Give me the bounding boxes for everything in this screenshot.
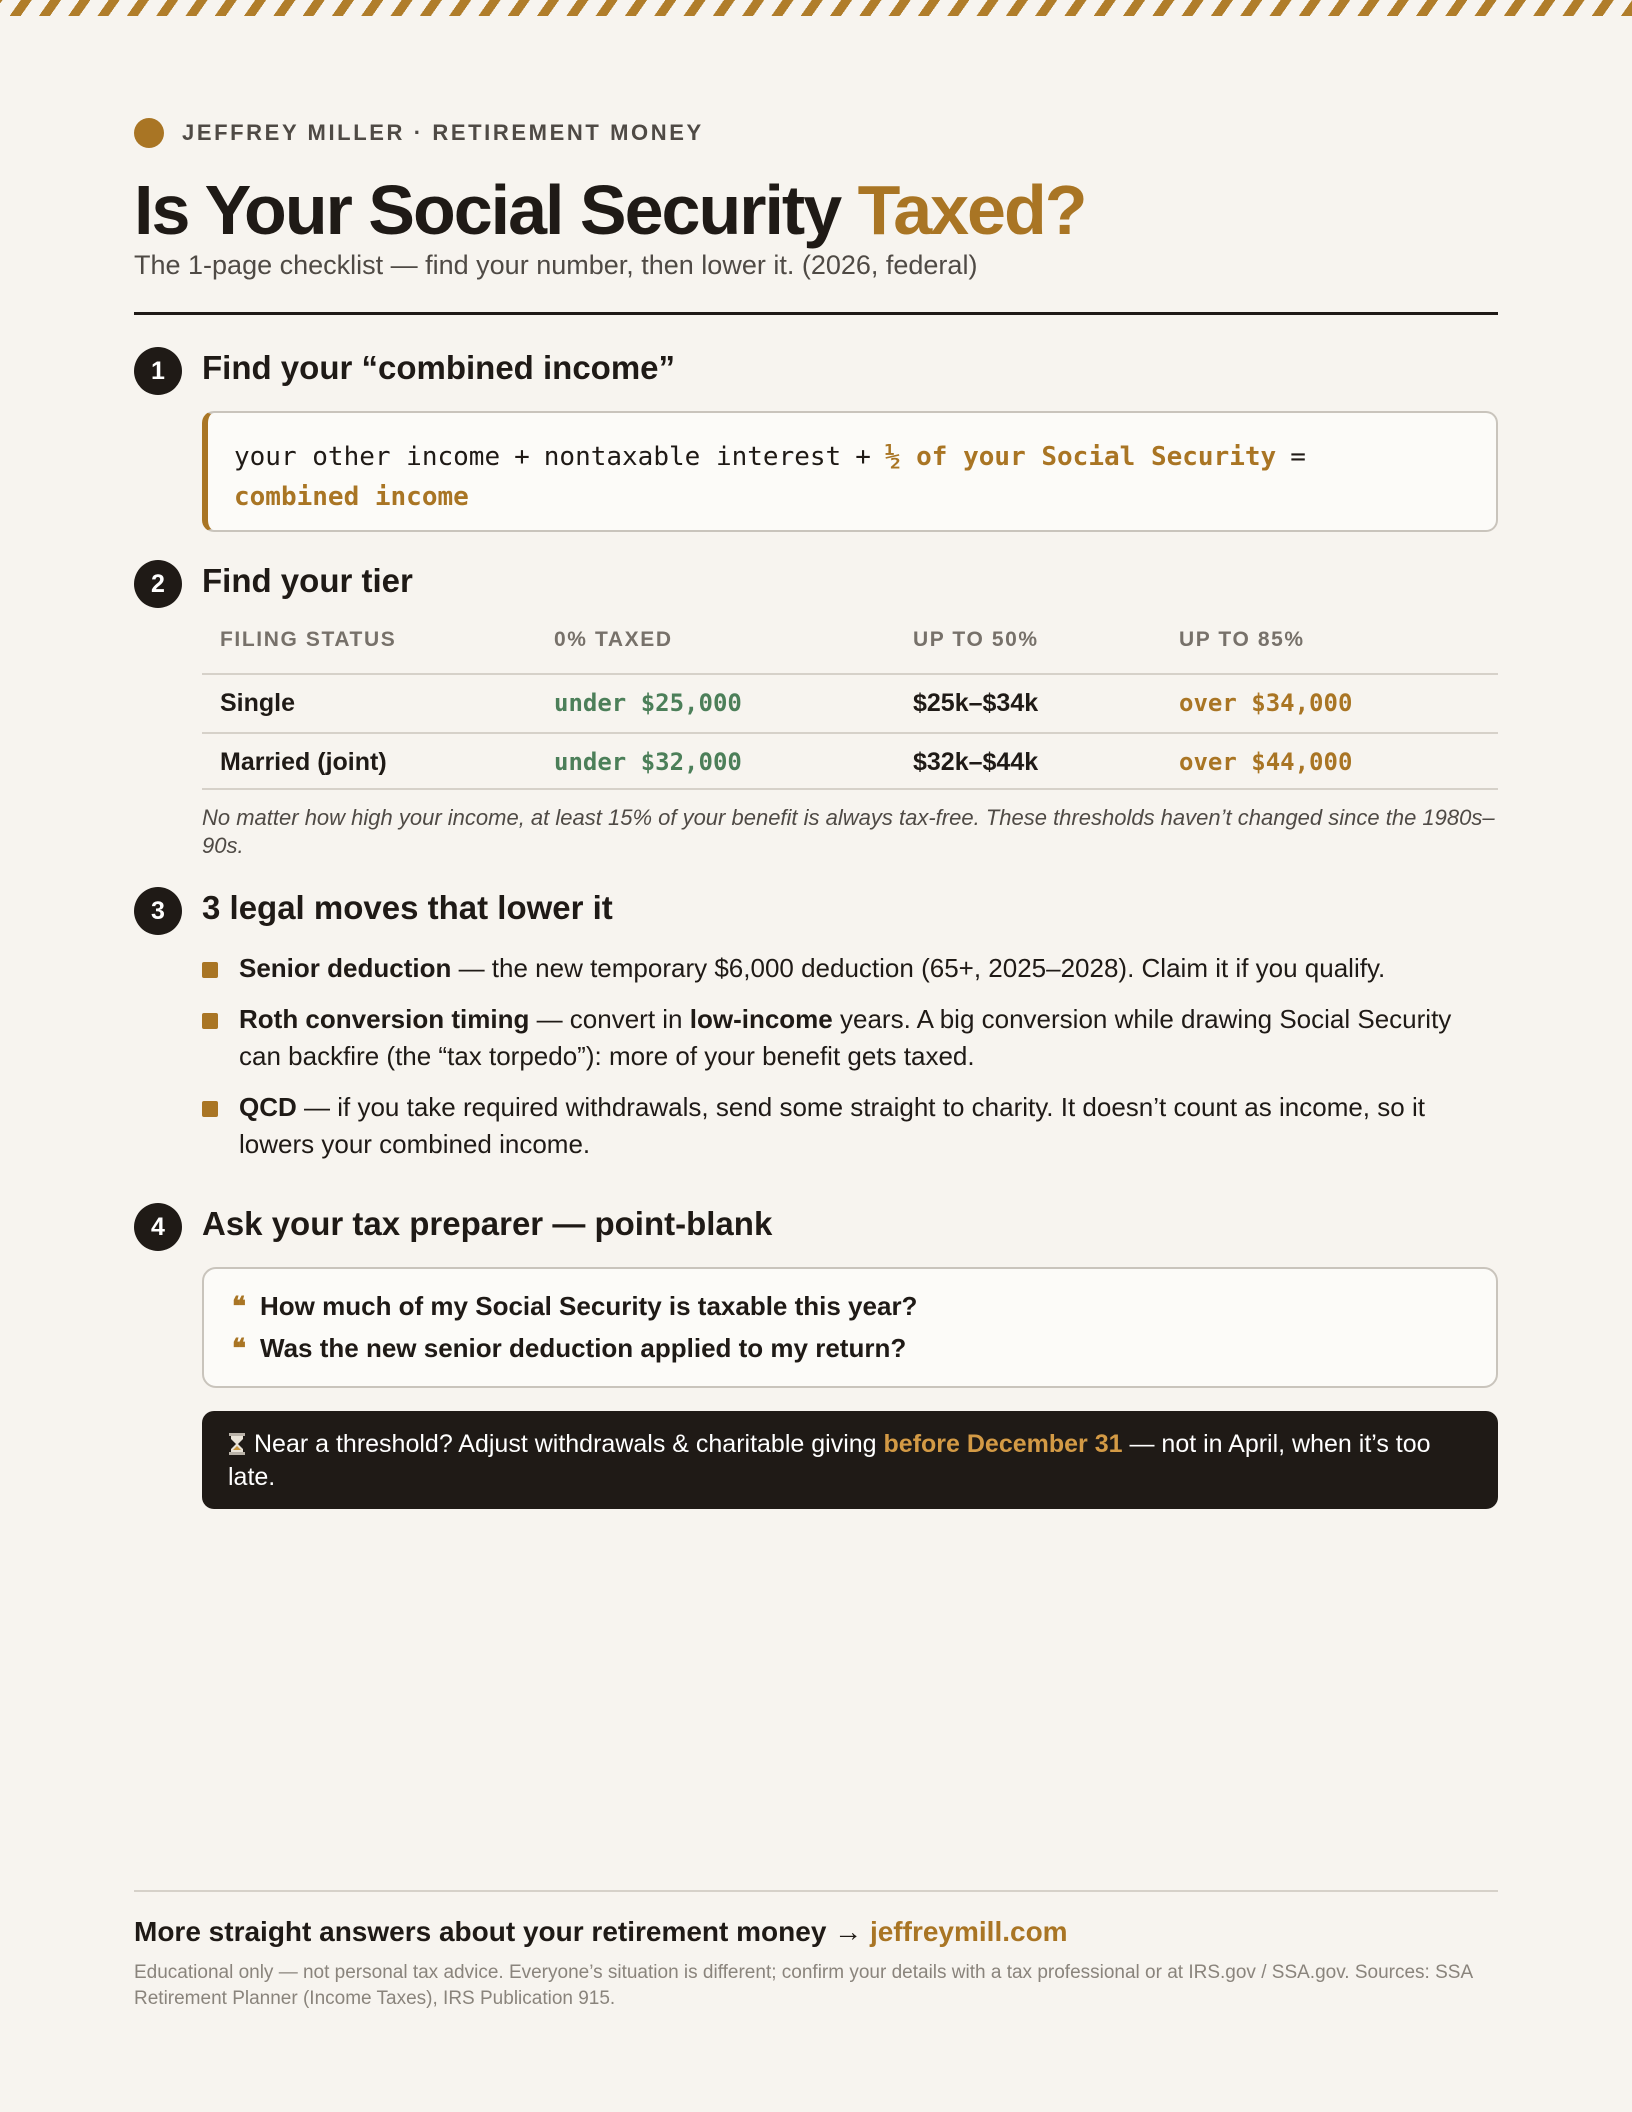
formula-term-half-social-security: ½ of your Social Security xyxy=(884,442,1277,472)
footer-cta xyxy=(134,1916,1068,1948)
hourglass-icon xyxy=(228,1431,246,1453)
step-4-title: Ask your tax preparer — point-blank xyxy=(202,1205,773,1242)
header-divider xyxy=(134,312,1498,315)
brand-text: JEFFREY MILLER · RETIREMENT MONEY xyxy=(182,120,704,145)
formula-term-nontaxable-interest: nontaxable interest xyxy=(543,442,842,472)
table-header-up-to-85: UP TO 85% xyxy=(1179,628,1305,651)
disclaimer: Educational only — not personal tax advice. Everyone’s situation is different; confirm your details with a tax professional or at IRS.gov / SSA.gov. Sources: SSA Retirement Planner (Income Taxes), IRS Publication 915. xyxy=(134,1962,1473,2009)
title-accent: Taxed? xyxy=(857,171,1086,249)
questions-box xyxy=(202,1267,1498,1388)
row-up-to-50: $32k–$44k xyxy=(913,748,1039,776)
formula-term-other-income: your other income xyxy=(234,442,501,472)
list-item xyxy=(202,950,1498,987)
question-item xyxy=(232,1291,917,1322)
row-filing-status: Single xyxy=(220,689,296,717)
question-item xyxy=(232,1333,906,1364)
reminder-text: — not in April, when it’s too late. xyxy=(228,1430,1431,1491)
quote-mark-icon: ❝ xyxy=(232,1292,246,1322)
deadline-reminder xyxy=(202,1411,1498,1509)
step-4-number: 4 xyxy=(134,1203,182,1251)
formula-plus: + xyxy=(855,442,871,472)
move-title: Roth conversion timing xyxy=(239,1004,530,1034)
quote-mark-icon: ❝ xyxy=(232,1334,246,1364)
footer-divider xyxy=(134,1890,1498,1892)
table-row xyxy=(202,732,1498,790)
move-description: — the new temporary $6,000 deduction (65+, 2025–2028). Claim it if you qualify. xyxy=(451,953,1386,983)
table-header-zero-taxed: 0% TAXED xyxy=(554,628,673,651)
cta-text: More straight answers about your retirement money → xyxy=(134,1916,870,1947)
row-filing-status: Married (joint) xyxy=(220,748,387,776)
move-emphasis: low-income xyxy=(689,1004,833,1034)
step-2-number: 2 xyxy=(134,560,182,608)
brand-dot-icon xyxy=(134,118,164,148)
row-zero-taxed: under $25,000 xyxy=(554,689,742,717)
step-3-title: 3 legal moves that lower it xyxy=(202,889,613,926)
move-description: years. A big conversion while drawing Social Security can backfire (the “tax torpedo”): more of your benefit gets taxed. xyxy=(239,1004,1452,1071)
brand-line xyxy=(134,118,704,148)
title-main: Is Your Social Security xyxy=(134,171,841,249)
step-3-number: 3 xyxy=(134,887,182,935)
formula-equals: = xyxy=(1290,442,1306,472)
tier-footnote: No matter how high your income, at least 15% of your benefit is always tax-free. These thresholds haven’t changed since the 1980s–90s. xyxy=(202,805,1495,858)
list-item xyxy=(202,1001,1498,1075)
table-header-filing-status: FILING STATUS xyxy=(220,628,397,651)
list-item xyxy=(202,1089,1498,1163)
row-up-to-85: over $44,000 xyxy=(1179,748,1353,776)
formula-result: combined income xyxy=(234,482,469,512)
bullet-square-icon xyxy=(202,1101,218,1117)
combined-income-formula xyxy=(202,411,1498,532)
row-up-to-85: over $34,000 xyxy=(1179,689,1353,717)
row-up-to-50: $25k–$34k xyxy=(913,689,1039,717)
question-text: Was the new senior deduction applied to my return? xyxy=(260,1333,907,1363)
step-2-title: Find your tier xyxy=(202,562,413,599)
move-title: Senior deduction xyxy=(239,953,452,983)
formula-plus: + xyxy=(514,442,530,472)
reminder-deadline: before December 31 xyxy=(883,1430,1123,1458)
row-zero-taxed: under $32,000 xyxy=(554,748,742,776)
reminder-text: Near a threshold? Adjust withdrawals & charitable giving xyxy=(254,1430,884,1458)
move-description: — if you take required withdrawals, send some straight to charity. It doesn’t count as income, so it lowers your combined income. xyxy=(239,1092,1425,1159)
move-title: QCD xyxy=(239,1092,297,1122)
step-1-number: 1 xyxy=(134,347,182,395)
table-row xyxy=(202,673,1498,731)
move-description: — convert in xyxy=(529,1004,690,1034)
step-1-title: Find your “combined income” xyxy=(202,349,676,386)
bullet-square-icon xyxy=(202,962,218,978)
bullet-square-icon xyxy=(202,1013,218,1029)
page-subtitle: The 1-page checklist — find your number, then lower it. (2026, federal) xyxy=(134,250,978,280)
decorative-stripe-bar xyxy=(0,0,1632,16)
table-header-up-to-50: UP TO 50% xyxy=(913,628,1039,651)
page-title xyxy=(134,168,1086,252)
website-link[interactable]: jeffreymill.com xyxy=(869,1916,1068,1947)
question-text: How much of my Social Security is taxable this year? xyxy=(260,1291,918,1321)
